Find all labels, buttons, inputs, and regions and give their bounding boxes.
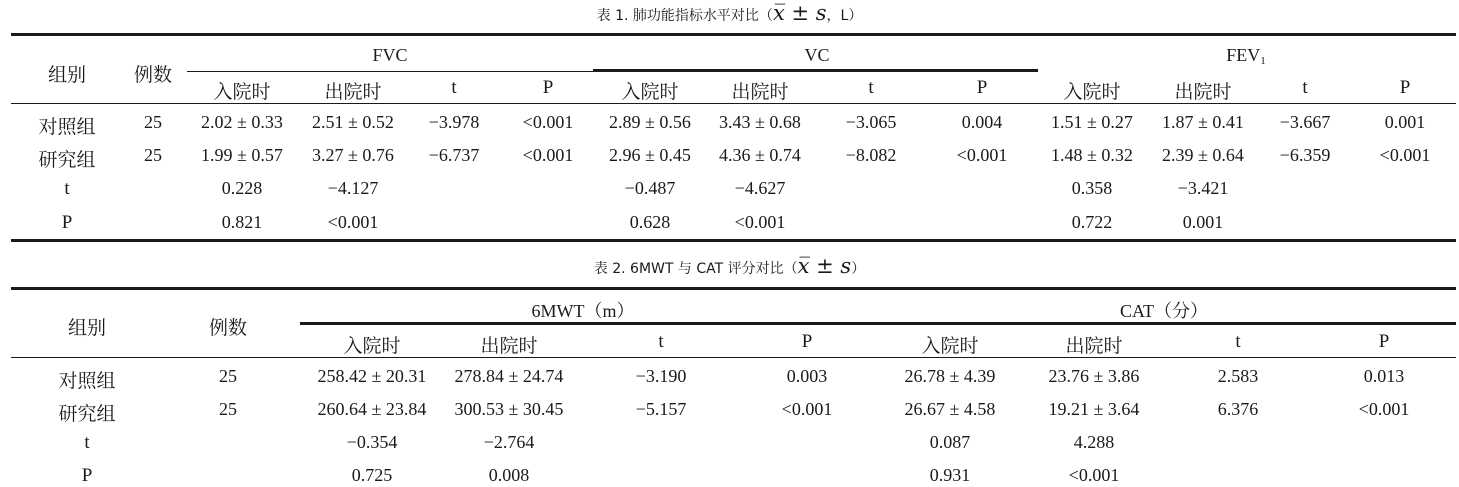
t1-cell: −3.667: [1279, 112, 1331, 132]
t2-cell: −0.354: [346, 432, 398, 452]
t2-cell: 260.64 ± 23.84: [317, 399, 427, 419]
t1-cell: 2.89 ± 0.56: [609, 112, 691, 132]
t1-subheader-cell: 出院时: [1174, 82, 1232, 103]
t1-cell: 3.43 ± 0.68: [719, 112, 801, 132]
t2-cell: 258.42 ± 20.31: [317, 366, 427, 386]
t1-subheader-cell: 入院时: [213, 82, 271, 103]
t1-cell: 2.02 ± 0.33: [201, 112, 283, 132]
t1-cell: 0.004: [961, 112, 1003, 132]
table2-top-rule: [11, 287, 1456, 290]
t2-cell: 6.376: [1217, 399, 1259, 419]
t1-cell: −3.065: [845, 112, 897, 132]
t2-cell: 19.21 ± 3.64: [1048, 399, 1140, 419]
t1-cell: 0.001: [1384, 112, 1426, 132]
t2-cell: 300.53 ± 30.45: [454, 399, 564, 419]
t2-cell: −3.190: [635, 366, 687, 386]
t1-subheader-cell: 出院时: [324, 82, 382, 103]
table1-header-fev1: [1226, 45, 1266, 67]
table2-caption-prefix: 表 2. 6MWT 与 CAT 评分对比（: [593, 261, 798, 277]
table1-caption-math: x̅ ± s: [772, 1, 827, 25]
t1-cell: 1.87 ± 0.41: [1162, 112, 1244, 132]
t1-cell: 0.228: [221, 178, 263, 198]
t1-cell: 25: [144, 145, 162, 165]
t1-subheader-cell: t: [451, 77, 457, 98]
table1-caption-prefix: 表 1. 肺功能指标水平对比（: [596, 8, 773, 24]
table1-bottom-rule: [11, 239, 1456, 242]
t1-cell: 0.628: [629, 212, 671, 232]
t1-cell: −6.359: [1279, 145, 1331, 165]
t2-cell: 25: [219, 366, 237, 386]
t1-cell: 2.39 ± 0.64: [1162, 145, 1244, 165]
t2-subheader-cell: 出院时: [1065, 336, 1123, 357]
t2-cell: 25: [219, 399, 237, 419]
t1-row-label: 研究组: [38, 150, 96, 171]
t1-cell: −0.487: [624, 178, 676, 198]
t1-cell: <0.001: [522, 112, 574, 132]
t1-subheader-cell: 入院时: [621, 82, 679, 103]
t2-row-label: 对照组: [58, 371, 116, 392]
t2-subheader-cell: 入院时: [343, 336, 401, 357]
t1-cell: <0.001: [734, 212, 786, 232]
t2-cell: 26.67 ± 4.58: [904, 399, 996, 419]
t1-cell: <0.001: [327, 212, 379, 232]
t1-cell: −4.127: [327, 178, 379, 198]
t2-subheader-cell: P: [1378, 331, 1390, 352]
t2-subheader-cell: t: [658, 331, 664, 352]
t2-cell: 23.76 ± 3.86: [1048, 366, 1140, 386]
t1-cell: 1.51 ± 0.27: [1051, 112, 1133, 132]
t2-cell: 0.013: [1363, 366, 1405, 386]
t2-cell: <0.001: [1068, 465, 1120, 485]
table1-header-fev-sub: 1: [1260, 55, 1266, 67]
t2-cell: 4.288: [1073, 432, 1115, 452]
t2-cell: 278.84 ± 24.74: [454, 366, 564, 386]
t2-cell: 0.725: [351, 465, 393, 485]
t2-cell: 0.003: [786, 366, 828, 386]
t1-cell: 1.48 ± 0.32: [1051, 145, 1133, 165]
t1-cell: <0.001: [522, 145, 574, 165]
t2-cell: <0.001: [1358, 399, 1410, 419]
table1-caption-suffix: ，L）: [826, 8, 863, 24]
t2-cell: 0.008: [488, 465, 530, 485]
table1-header-group: 组别: [47, 65, 87, 86]
t1-cell: <0.001: [956, 145, 1008, 165]
t2-row-label: t: [84, 432, 90, 453]
table2-caption-math: x̅ ± s: [797, 254, 852, 278]
table1-caption: [0, 1, 1459, 25]
table2-caption-suffix: ）: [851, 261, 866, 277]
t1-cell: −3.978: [428, 112, 480, 132]
t1-cell: 0.821: [221, 212, 263, 232]
t1-cell: 0.722: [1071, 212, 1113, 232]
t2-subheader-cell: P: [801, 331, 813, 352]
table2-header-cat: CAT（分）: [1119, 301, 1209, 321]
t2-cell: 0.931: [929, 465, 971, 485]
t2-cell: 0.087: [929, 432, 971, 452]
t2-subheader-cell: 入院时: [921, 336, 979, 357]
t1-cell: 4.36 ± 0.74: [719, 145, 801, 165]
t1-cell: −4.627: [734, 178, 786, 198]
t2-subheader-cell: t: [1235, 331, 1241, 352]
t1-row-label: t: [64, 178, 70, 199]
t1-row-label: P: [61, 212, 73, 233]
t1-cell: 1.99 ± 0.57: [201, 145, 283, 165]
t1-cell: −8.082: [845, 145, 897, 165]
table2-header-rule: [11, 357, 1456, 358]
t1-subheader-cell: P: [976, 77, 988, 98]
t2-subheader-cell: 出院时: [480, 336, 538, 357]
table2-header-group: 组别: [67, 318, 107, 339]
table2-header-6mwt: 6MWT（m）: [531, 301, 635, 321]
t1-cell: 0.358: [1071, 178, 1113, 198]
t2-cell: −2.764: [483, 432, 535, 452]
t1-subheader-cell: 入院时: [1063, 82, 1121, 103]
t1-cell: −3.421: [1177, 178, 1229, 198]
t2-cell: <0.001: [781, 399, 833, 419]
table2-group-rule: [300, 322, 1456, 325]
table1-header-fvc: FVC: [372, 45, 408, 65]
t1-cell: 3.27 ± 0.76: [312, 145, 394, 165]
table2-caption: [0, 254, 1459, 278]
table2-header-n: 例数: [208, 318, 248, 339]
t1-cell: 2.96 ± 0.45: [609, 145, 691, 165]
table1-header-n: 例数: [133, 65, 173, 86]
t2-row-label: P: [81, 465, 93, 486]
table1-vc-rule: [593, 69, 1038, 72]
t1-subheader-cell: t: [1302, 77, 1308, 98]
t2-cell: 2.583: [1217, 366, 1259, 386]
t2-cell: −5.157: [635, 399, 687, 419]
table1-header-vc: VC: [804, 45, 830, 65]
table1-header-fev-base: FEV: [1226, 45, 1261, 65]
t2-cell: 26.78 ± 4.39: [904, 366, 996, 386]
table1-fvc-rule: [187, 71, 593, 72]
t1-row-label: 对照组: [38, 117, 96, 138]
t1-subheader-cell: P: [542, 77, 554, 98]
t1-subheader-cell: P: [1399, 77, 1411, 98]
t2-row-label: 研究组: [58, 404, 116, 425]
t1-subheader-cell: t: [868, 77, 874, 98]
table1-top-rule: [11, 33, 1456, 36]
t1-cell: −6.737: [428, 145, 480, 165]
t1-cell: 2.51 ± 0.52: [312, 112, 394, 132]
t1-cell: <0.001: [1379, 145, 1431, 165]
t1-subheader-cell: 出院时: [731, 82, 789, 103]
t1-cell: 25: [144, 112, 162, 132]
t1-cell: 0.001: [1182, 212, 1224, 232]
